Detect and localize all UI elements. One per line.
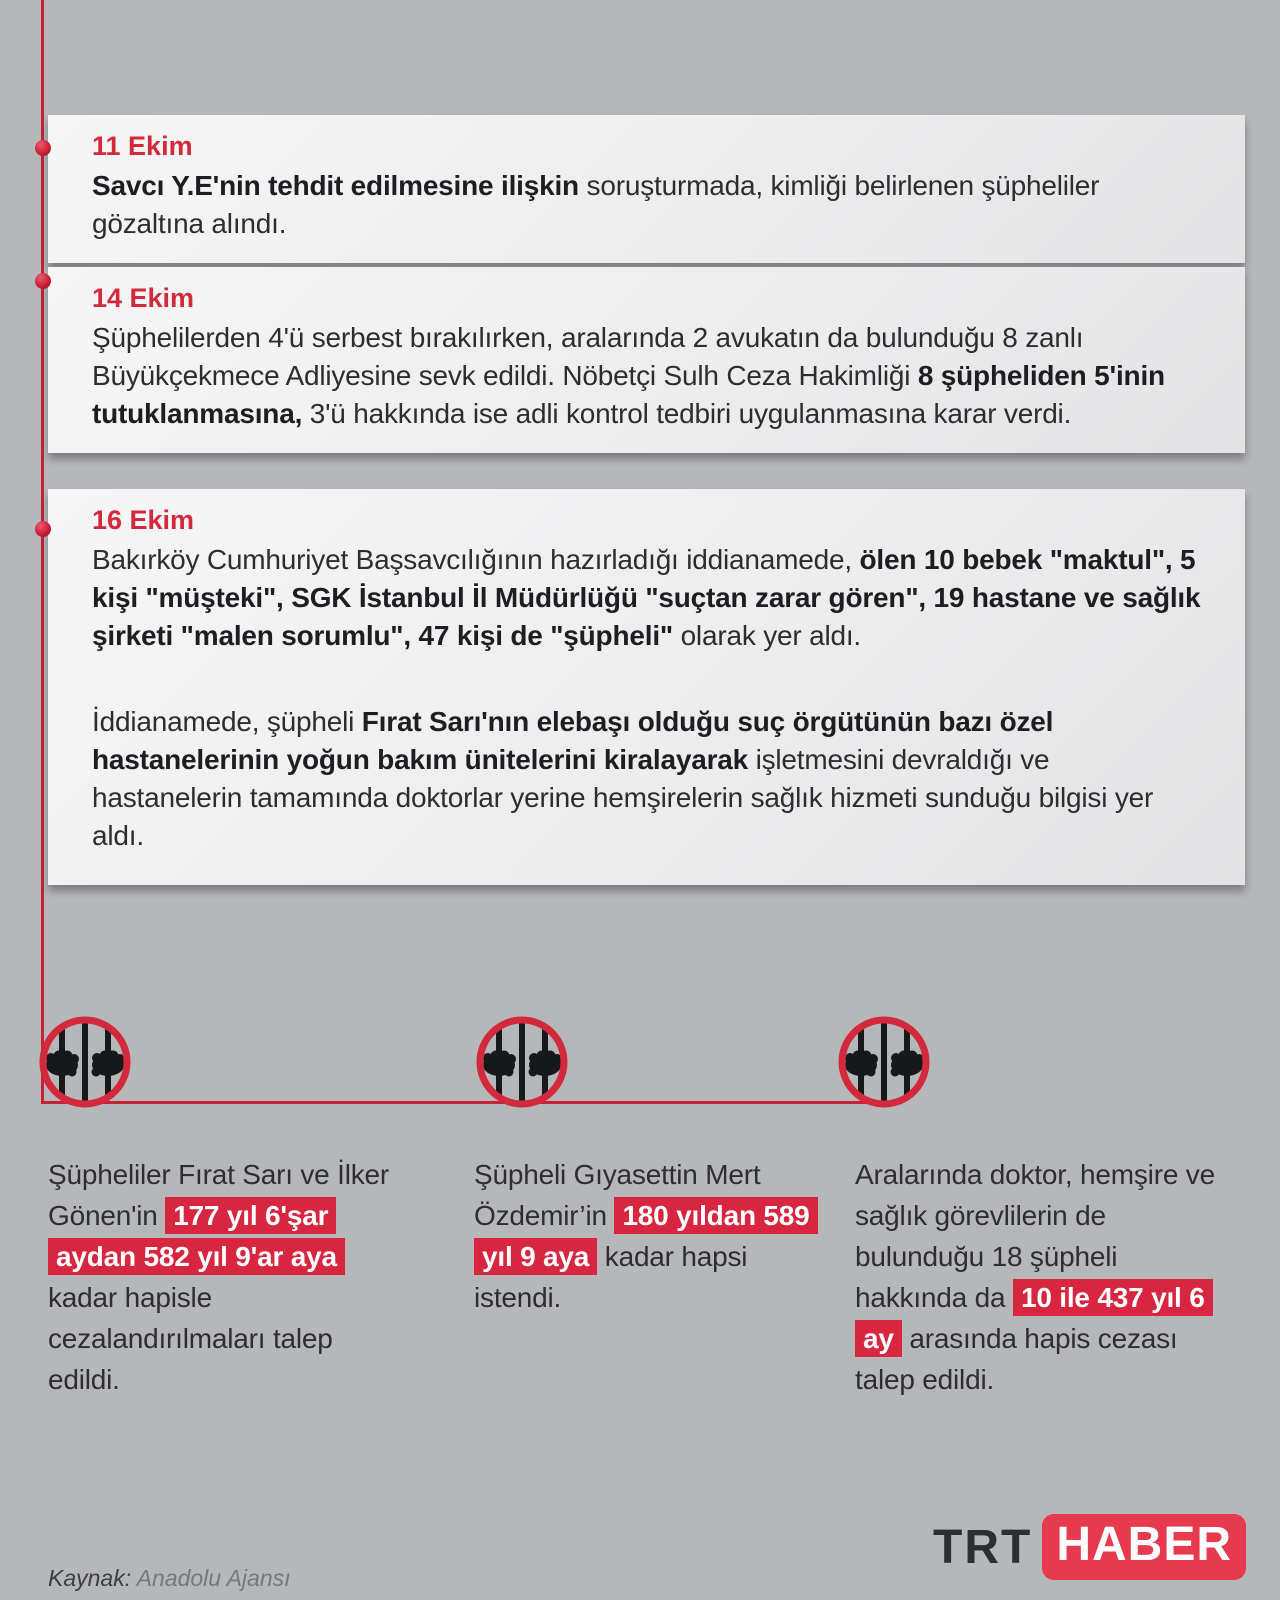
source-value: Anadolu Ajansı	[131, 1565, 291, 1591]
text-segment: kadar hapsi istendi.	[474, 1241, 748, 1313]
source-credit	[48, 1565, 291, 1592]
timeline-card-16-ekim	[48, 489, 1245, 885]
highlighted-value: 180 yıldan 589 yıl 9 aya	[474, 1197, 818, 1275]
timeline-vertical-line	[41, 0, 44, 1103]
text-segment: Bakırköy Cumhuriyet Başsavcılığının hazırladığı iddianamede,	[92, 544, 860, 575]
timeline-card-11-ekim	[48, 115, 1245, 263]
text-segment: Şüpheli Gıyasettin Mert Özdemir’in	[474, 1159, 761, 1231]
text-segment: işletmesini devraldığı ve hastanelerin tamamında doktorlar yerine hemşirelerin sağlık hizmeti sunduğu bilgisi yer aldı.	[92, 744, 1154, 851]
text-segment: kadar hapisle cezalandırılmaları talep edildi.	[48, 1282, 333, 1395]
emphasis-text: 8 şüpheliden 5'inin tutuklanmasına,	[92, 360, 1165, 429]
prison-bars-icon	[476, 1016, 568, 1108]
card-paragraph	[92, 319, 1205, 433]
text-segment: İddianamede, şüpheli	[92, 706, 362, 737]
card-date: 16 Ekim	[92, 505, 195, 535]
prison-bars-icon	[39, 1016, 131, 1108]
timeline-dot	[35, 140, 51, 156]
timeline-card-14-ekim	[48, 267, 1245, 453]
emphasis-text: Savcı Y.E'nin tehdit edilmesine ilişkin	[92, 170, 579, 201]
card-paragraph	[92, 541, 1205, 655]
text-segment: Şüpheliler Fırat Sarı ve İlker Gönen'in	[48, 1159, 390, 1231]
text-segment: olarak yer aldı.	[672, 620, 862, 651]
text-segment: Aralarında doktor, hemşire ve sağlık görevlilerin de bulunduğu 18 şüpheli hakkında da	[855, 1159, 1215, 1313]
timeline-dot	[35, 273, 51, 289]
text-segment: arasında hapis cezası talep edildi.	[855, 1323, 1178, 1395]
card-date: 14 Ekim	[92, 283, 195, 313]
sentence-column-ozdemir	[474, 1154, 818, 1318]
source-label: Kaynak:	[48, 1565, 132, 1591]
emphasis-text: ölen 10 bebek "maktul", 5 kişi "müşteki", SGK İstanbul İl Müdürlüğü "suçtan zarar gören", 19 hastane ve sağlık şirketi "malen sorumlu", 47 kişi de "şüpheli"	[92, 544, 1201, 651]
text-segment: 3'ü hakkında ise adli kontrol tedbiri uygulanmasına karar verdi.	[302, 398, 1072, 429]
highlighted-value: 10 ile 437 yıl 6 ay	[855, 1279, 1213, 1357]
logo-haber-badge: HABER	[1042, 1514, 1246, 1580]
timeline-dot	[35, 521, 51, 537]
trt-haber-logo	[933, 1514, 1246, 1580]
highlighted-value: 177 yıl 6'şar aydan 582 yıl 9'ar aya	[48, 1197, 345, 1275]
card-paragraph	[92, 167, 1205, 243]
prison-bars-icon	[838, 1016, 930, 1108]
sentence-column-18-suspects	[855, 1154, 1229, 1400]
text-segment: Şüphelilerden 4'ü serbest bırakılırken, aralarında 2 avukatın da bulunduğu 8 zanlı Büyükçekmece Adliyesine sevk edildi. Nöbetçi Sulh Ceza Hakimliği	[92, 322, 1084, 391]
card-paragraph	[92, 703, 1205, 855]
sentence-column-firat-sari	[48, 1154, 400, 1400]
text-segment: soruşturmada, kimliği belirlenen şüpheliler gözaltına alındı.	[92, 170, 1100, 239]
emphasis-text: Fırat Sarı'nın elebaşı olduğu suç örgütünün bazı özel hastanelerinin yoğun bakım ünitelerini kiralayarak	[92, 706, 1054, 775]
timeline-horizontal-line	[41, 1101, 890, 1104]
logo-trt-text: TRT	[933, 1520, 1033, 1574]
card-date: 11 Ekim	[92, 131, 193, 161]
